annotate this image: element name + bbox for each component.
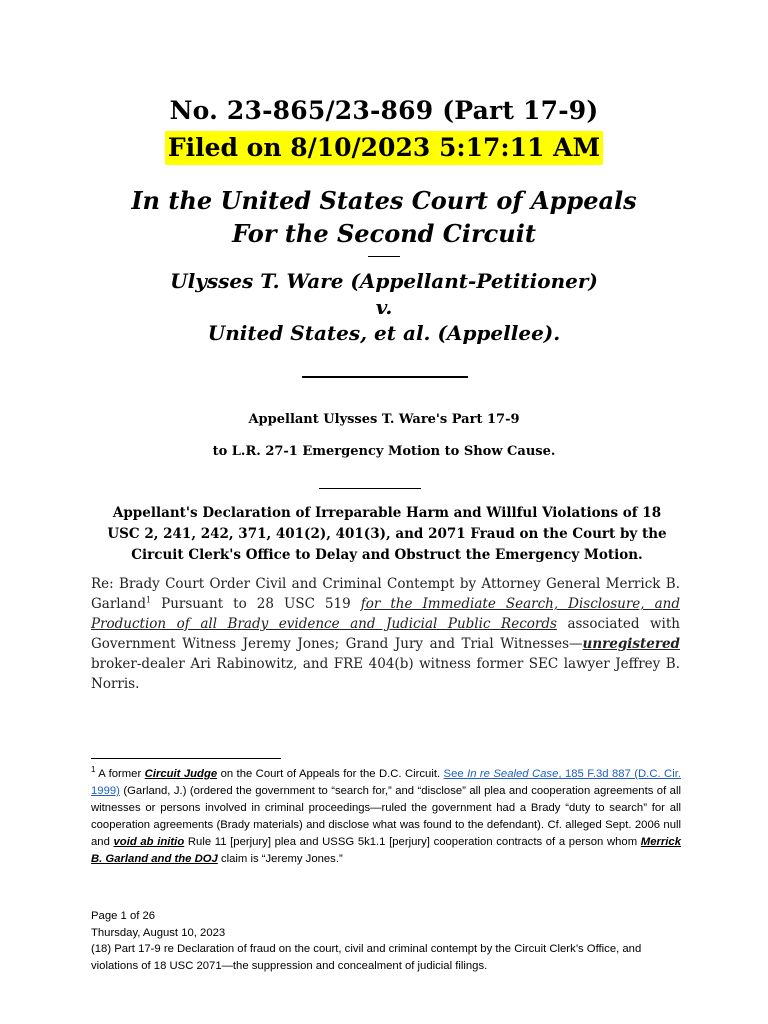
filed-timestamp-highlight: Filed on 8/10/2023 5:17:11 AM <box>165 131 603 165</box>
footnote-number: 1 <box>91 765 96 775</box>
body-emphasis-brady: for the Immediate Search, Disclosure, and Production of all Brady evidence and Judicial Public Records <box>91 596 680 632</box>
caption-divider-short <box>368 256 400 257</box>
footnote-emphasis-void: void ab initio <box>113 836 185 848</box>
filed-line <box>0 131 768 165</box>
page-footer <box>91 908 681 974</box>
motion-title: to L.R. 27-1 Emergency Motion to Show Cause. <box>212 444 556 459</box>
footnote-reference[interactable]: 1 <box>146 595 152 605</box>
footer-date: Thursday, August 10, 2023 <box>91 926 226 939</box>
court-circuit: For the Second Circuit <box>232 219 536 248</box>
declaration-heading: Appellant's Declaration of Irreparable Harm and Willful Violations of 18 USC 2, 241, 242, 371, 401(2), 401(3), and 2071 Fraud on the Court by the Circuit Clerk's Office to Delay and Obstruct the Emergency Motion. <box>107 505 667 563</box>
appellee-name: United States, et al. (Appellee). <box>207 321 561 345</box>
footnote-text-5: claim is “Jeremy Jones.” <box>217 853 343 865</box>
appellant-name: Ulysses T. Ware (Appellant-Petitioner) <box>170 269 598 293</box>
footnote-1 <box>91 766 681 868</box>
footer-description: (18) Part 17-9 re Declaration of fraud on the court, civil and criminal contempt by the Circuit Clerk’s Office, and violations of 18 USC 2071—the suppression and concealment of judicial filings. <box>91 943 642 972</box>
body-emphasis-unregistered: unregistered <box>582 636 680 652</box>
body-text-3: associated with Government Witness Jeremy Jones; Grand Jury and Trial Witnesses— <box>91 616 680 652</box>
body-text-4: broker-dealer Ari Rabinowitz, and FRE 404(b) witness former SEC lawyer Jeffrey B. Norris. <box>91 656 680 692</box>
footnote-text-4: Rule 11 [perjury] plea and USSG 5k1.1 [perjury] cooperation contracts of a person whom <box>184 836 641 848</box>
parties-caption <box>0 268 768 346</box>
body-text-1: Re: Brady Court Order Civil and Criminal Contempt by Attorney General Merrick B. Garland <box>91 576 680 612</box>
docket-number: No. 23-865/23-869 (Part 17-9) <box>169 96 599 125</box>
link-case-name: In re Sealed Case <box>467 768 559 780</box>
body-text-2: Pursuant to 28 USC 519 <box>151 596 361 612</box>
page-number: Page 1 of 26 <box>91 910 156 922</box>
footnote-text-1: A former <box>95 768 145 780</box>
versus-label: v. <box>375 295 393 319</box>
motion-part-title: Appellant Ulysses T. Ware's Part 17-9 <box>248 412 520 427</box>
link-see: See <box>443 768 468 780</box>
link-citation: , 185 F.3d 887 (D.C. Cir. 1999) <box>91 768 681 797</box>
footnote-separator <box>91 758 281 759</box>
footnote-text-3: (Garland, J.) (ordered the government to “search for,” and “disclose” all plea and cooperation agreements of all witnesses or persons involved in criminal proceedings—ruled the government had a Brady “duty to search” for all cooperation agreements (Brady materials) and disclose what was found to the defendant). Cf. alleged Sept. 2006 null and <box>91 785 681 848</box>
footnote-emphasis-circuit-judge: Circuit Judge <box>144 768 218 780</box>
court-name: In the United States Court of Appeals <box>131 186 637 215</box>
title-divider <box>319 488 421 489</box>
footnote-emphasis-garland: Merrick B. Garland and the DOJ <box>91 836 681 865</box>
re-paragraph <box>91 574 680 694</box>
caption-divider-long <box>302 376 468 378</box>
court-caption <box>0 184 768 250</box>
footnote-text-2: on the Court of Appeals for the D.C. Circuit. <box>217 768 444 780</box>
